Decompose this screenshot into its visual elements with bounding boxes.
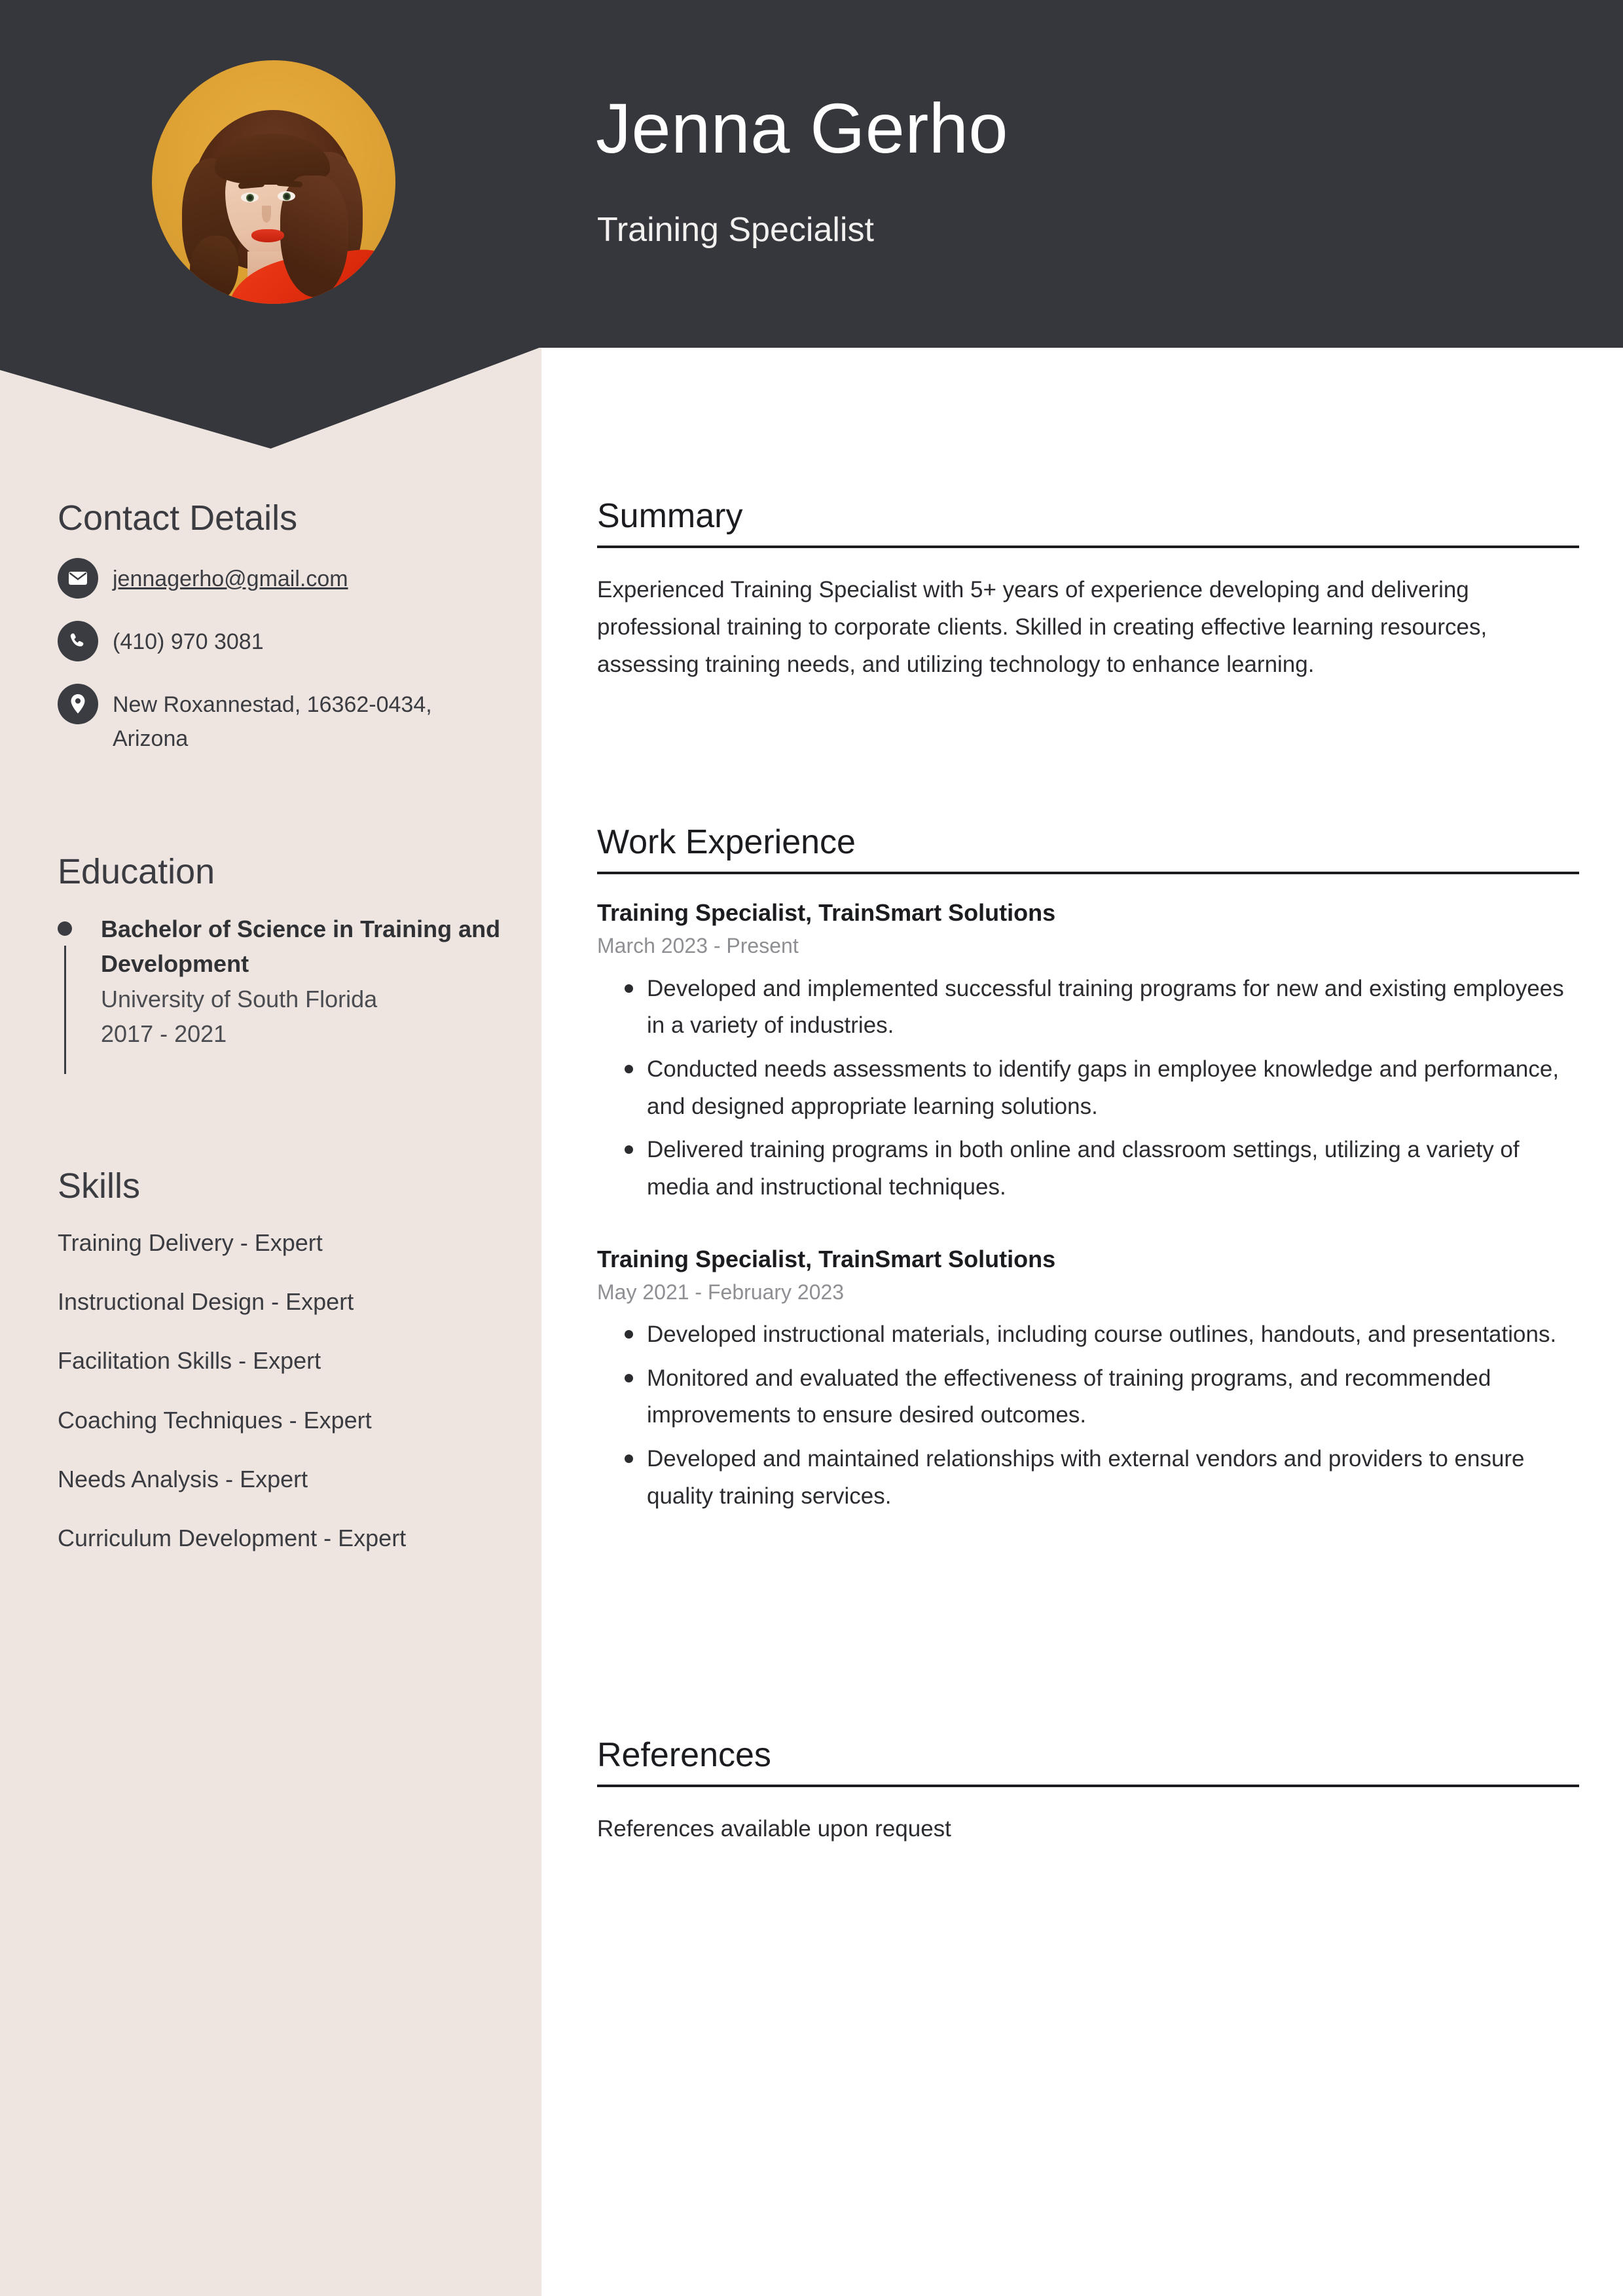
job-entry bbox=[597, 1244, 1579, 1515]
skills-heading: Skills bbox=[58, 1166, 141, 1206]
education-heading: Education bbox=[58, 852, 215, 891]
job-title-company: Training Specialist, TrainSmart Solutions bbox=[597, 899, 1056, 927]
envelope-icon bbox=[58, 558, 98, 599]
job-bullet-list bbox=[597, 971, 1579, 1206]
job-dates: March 2023 - Present bbox=[597, 933, 799, 957]
contact-email-value[interactable]: jennagerho@gmail.com bbox=[113, 566, 348, 592]
education-bullet-dot bbox=[58, 921, 72, 936]
job-bullet-list bbox=[597, 1316, 1579, 1515]
candidate-job-title: Training Specialist bbox=[597, 211, 874, 249]
contact-phone-value[interactable]: (410) 970 3081 bbox=[113, 629, 264, 655]
job-bullet: Conducted needs assessments to identify gaps in employee knowledge and performance, and designed appropriate learning solutions. bbox=[597, 1051, 1579, 1125]
job-bullet: Developed instructional materials, including course outlines, handouts, and presentations. bbox=[597, 1316, 1579, 1354]
references-text: References available upon request bbox=[597, 1816, 951, 1842]
phone-icon bbox=[58, 621, 98, 661]
education-school: University of South Florida bbox=[101, 985, 378, 1012]
job-bullet: Developed and implemented successful training programs for new and existing employees in a variety of industries. bbox=[597, 971, 1579, 1045]
education-degree: Bachelor of Science in Training and Development bbox=[101, 916, 501, 978]
job-bullet: Delivered training programs in both online and classroom settings, utilizing a variety of media and instructional techniques. bbox=[597, 1132, 1579, 1206]
education-timeline-rule bbox=[64, 946, 66, 1074]
contact-item-address[interactable] bbox=[58, 684, 516, 756]
job-entry bbox=[597, 898, 1579, 1206]
skill-item: Needs Analysis - Expert bbox=[58, 1465, 308, 1492]
contact-item-email[interactable] bbox=[58, 558, 516, 599]
references-section bbox=[597, 1737, 1579, 1848]
avatar bbox=[152, 60, 395, 304]
skill-item: Coaching Techniques - Expert bbox=[58, 1406, 372, 1434]
education-dates: 2017 - 2021 bbox=[101, 1020, 227, 1047]
work-experience-heading: Work Experience bbox=[597, 824, 1579, 874]
skill-item: Facilitation Skills - Expert bbox=[58, 1347, 321, 1375]
summary-text: Experienced Training Specialist with 5+ years of experience developing and delivering professional training to corporate clients. Skilled in creating effective learning resources, assessing training needs, and utilizing technology to enhance learning. bbox=[597, 577, 1487, 677]
job-dates: May 2021 - February 2023 bbox=[597, 1280, 845, 1304]
contact-details-section bbox=[58, 498, 516, 778]
skill-item: Curriculum Development - Expert bbox=[58, 1525, 407, 1552]
job-bullet: Monitored and evaluated the effectiveness of training programs, and recommended improvements to ensure desired outcomes. bbox=[597, 1360, 1579, 1434]
contact-item-phone[interactable] bbox=[58, 621, 516, 661]
map-pin-icon bbox=[58, 684, 98, 724]
references-heading: References bbox=[597, 1737, 1579, 1787]
summary-section bbox=[597, 498, 1579, 683]
job-bullet: Developed and maintained relationships with external vendors and providers to ensure quality training services. bbox=[597, 1441, 1579, 1515]
education-entry bbox=[58, 912, 516, 1051]
candidate-name: Jenna Gerho bbox=[596, 88, 1008, 168]
skills-section bbox=[58, 1166, 516, 1580]
skill-item: Training Delivery - Expert bbox=[58, 1229, 323, 1257]
job-title-company: Training Specialist, TrainSmart Solutions bbox=[597, 1245, 1056, 1272]
contact-address-value[interactable]: New Roxannestad, 16362-0434, Arizona bbox=[113, 692, 432, 751]
summary-heading: Summary bbox=[597, 498, 1579, 548]
contact-heading: Contact Details bbox=[58, 498, 298, 538]
education-section bbox=[58, 851, 516, 1051]
skill-item: Instructional Design - Expert bbox=[58, 1288, 354, 1316]
work-experience-section bbox=[597, 824, 1579, 1553]
